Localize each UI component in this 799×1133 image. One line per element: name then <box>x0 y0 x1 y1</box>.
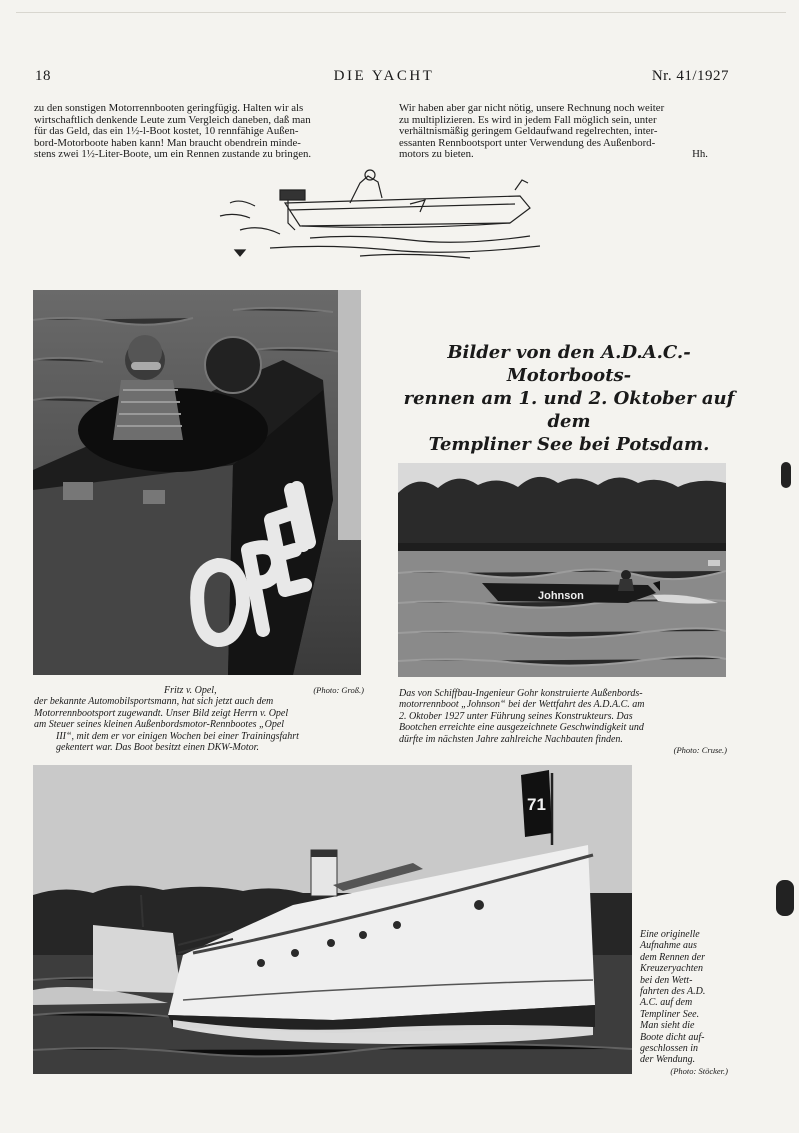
caption-line: dürfte im nächsten Jahre zahlreiche Nachbauten finden. <box>399 733 623 745</box>
caption-line: bei den Wett- <box>640 974 693 986</box>
caption-line: Boote dicht auf- <box>640 1031 705 1043</box>
title-line: Bilder von den A.D.A.C.-Motorboots- <box>447 342 691 386</box>
text-line: stens zwei 1½-Liter-Boote, um ein Rennen zustande zu bringen. <box>34 148 312 161</box>
caption-line: Eine originelle <box>640 929 700 940</box>
intro-right-column <box>399 103 730 161</box>
photo-cruiser-yachts <box>33 765 632 1074</box>
caption-cruiser <box>640 929 728 1077</box>
caption-line: gekentert war. Das Boot besitzt einen DKW-Motor. <box>56 742 259 754</box>
photo-credit: (Photo: Stöcker.) <box>670 1065 728 1076</box>
page-number: 18 <box>35 68 51 84</box>
caption-line: Motorrennbootsport zugewandt. Unser Bild zeigt Herrn v. Opel <box>34 707 289 719</box>
publication-title: DIE YACHT <box>333 68 435 84</box>
text-line: bord-Motorboote haben kann! Man braucht obendrein minde- <box>34 136 301 149</box>
text-line: essanten Rennbootsport unter Verwendung des Außenbord- <box>399 136 656 149</box>
sail-number: 71 <box>527 795 546 814</box>
text-line: für das Geld, das ein 1½-l-Boot kostet, 10 rennfähige Außen- <box>34 125 299 138</box>
issue-number: Nr. 41/1927 <box>651 68 729 84</box>
caption-line: A.C. auf dem <box>640 997 693 1009</box>
text-line-end: motors zu bieten. <box>399 148 474 161</box>
caption-line: der bekannte Automobilsportsmann, hat sich jetzt auch dem <box>34 696 274 708</box>
article-title <box>399 341 739 456</box>
caption-line: am Steuer seines kleinen Außenbordsmotor-Rennbootes „Opel <box>34 719 285 731</box>
binding-hole-mark <box>781 462 791 488</box>
caption-line: III“, mit dem er vor einigen Wochen bei einer Trainingsfahrt <box>56 730 299 742</box>
caption-lead: Fritz v. Opel, <box>164 685 217 696</box>
caption-opel <box>34 685 364 753</box>
caption-line: Man sieht die <box>640 1020 695 1032</box>
caption-line: fahrten des A.D. <box>640 986 706 998</box>
intro-left-column <box>34 103 366 161</box>
text-line: zu multiplizieren. Es wird in jedem Fall möglich sein, unter <box>399 113 657 126</box>
caption-line: Aufnahme aus <box>640 940 697 952</box>
caption-line: Das von Schiffbau-Ingenieur Gohr konstruierte Außenbords- <box>399 688 643 699</box>
photo-credit: (Photo: Groß.) <box>313 685 364 695</box>
text-line: verhältnismäßig geringem Geldaufwand regelrechten, inter- <box>399 125 658 138</box>
caption-line: der Wendung. <box>640 1054 696 1066</box>
text-line <box>399 149 730 161</box>
text-line: wirtschaftlich denkende Leute zum Vergleich daneben, daß man <box>34 113 311 126</box>
caption-line: geschlossen in <box>640 1043 699 1055</box>
binding-hole-mark <box>776 880 794 916</box>
caption-johnson <box>399 688 727 756</box>
caption-line: Bootchen erreichte eine ausgezeichnete Geschwindigkeit und <box>399 722 644 734</box>
text-line: Wir haben aber gar nicht nötig, unsere Rechnung noch weiter <box>399 102 665 114</box>
johnson-hull-lettering: Johnson <box>538 590 584 602</box>
title-line: Templiner See bei Potsdam. <box>428 434 710 455</box>
caption-line: 2. Oktober 1927 unter Führung seines Konstrukteurs. Das <box>399 710 633 722</box>
author-signature: Hh. <box>692 148 708 161</box>
page-edge-line <box>16 12 786 13</box>
photo-credit: (Photo: Cruse.) <box>673 745 727 756</box>
caption-line: Templiner See. <box>640 1008 700 1020</box>
caption-line: motorrennboot „Johnson“ bei der Wettfahrt des A.D.A.C. am <box>399 699 645 711</box>
outboard-boat-sketch <box>210 168 550 268</box>
title-line: rennen am 1. und 2. Oktober auf dem <box>403 388 735 432</box>
caption-lead-row <box>34 685 364 696</box>
caption-line: Kreuzeryachten <box>640 963 703 975</box>
text-line: zu den sonstigen Motorrennbooten geringfügig. Halten wir als <box>34 102 304 114</box>
photo-johnson-boat <box>398 463 726 677</box>
photo-opel-boat <box>33 290 361 675</box>
caption-line: dem Rennen der <box>640 951 705 963</box>
